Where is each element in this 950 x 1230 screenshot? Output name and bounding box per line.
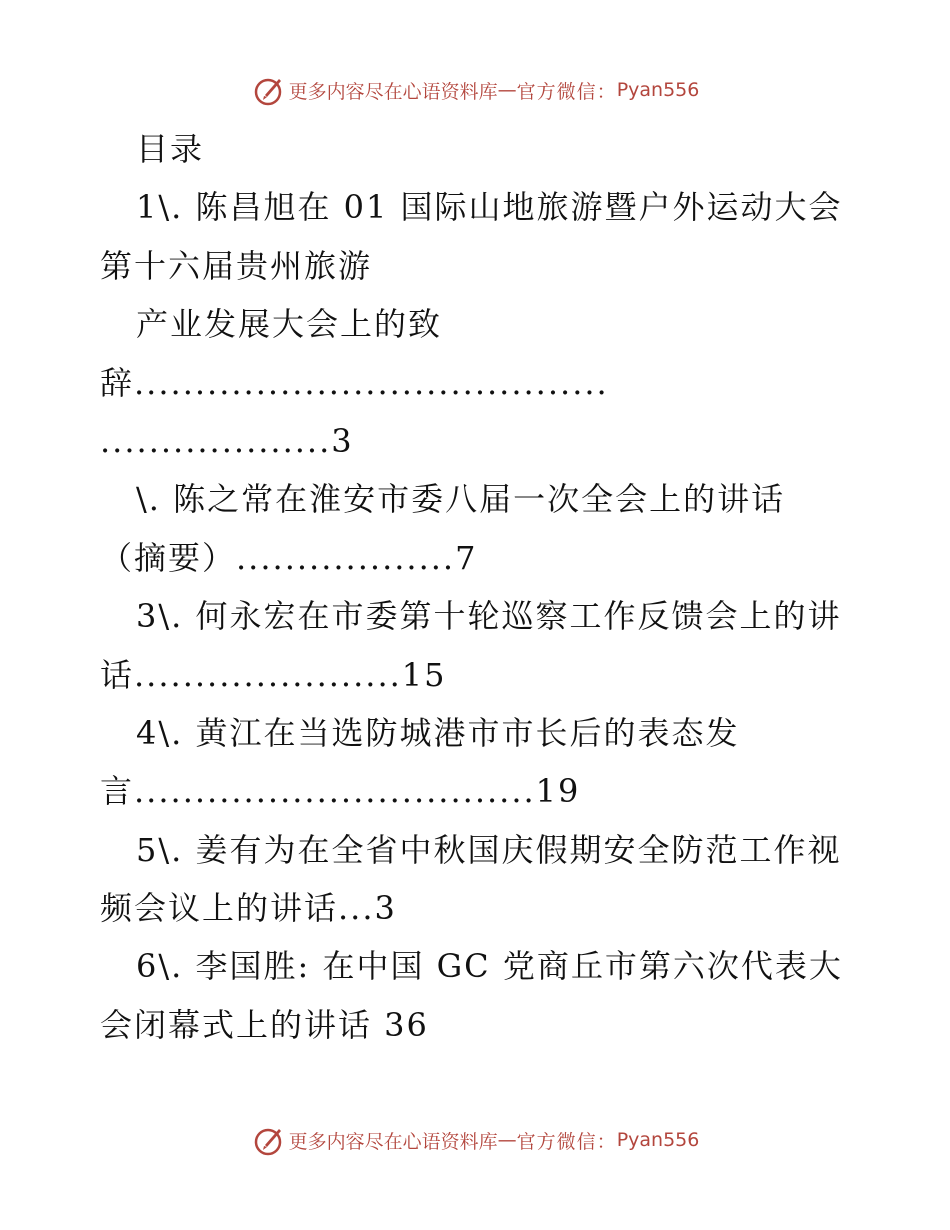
toc-entry-line: 4\. 黄江在当选防城港市市长后的表态发 [136,713,740,752]
toc-entry-line: \. 陈之常在淮安市委八届一次全会上的讲话 [136,480,786,519]
toc-entry-line: （摘要）..................7 [100,538,478,577]
toc-entry-line: 1\. 陈昌旭在 01 国际山地旅游暨户外运动大会 [136,188,843,227]
toc-entry-line: 言.................................19 [100,772,581,811]
banner-separator: — [497,1129,517,1151]
toc-entry-line: 产业发展大会上的致 [136,305,443,344]
banner-wechat-label: 官方微信： [516,80,617,103]
banner-prefix: 更多内容尽在心语资料库 [288,1130,498,1153]
banner-separator: — [497,79,517,101]
banner-wechat-label: 官方微信： [516,1130,617,1153]
toc-entry-line: 3\. 何永宏在市委第十轮巡察工作反馈会上的讲 [136,597,842,636]
toc-entry-line: 辞....................................... [100,363,609,402]
header-banner [0,70,950,110]
toc-entry-line: 第十六届贵州旅游 [100,246,373,285]
toc-entry-line: 5\. 姜有为在全省中秋国庆假期安全防范工作视 [136,830,842,869]
banner-wechat-id: Pyan556 [616,1129,700,1151]
toc-entry-line: 话......................15 [100,655,447,694]
toc-title: 目录 [136,130,205,168]
toc-entry-line: 频会议上的讲话...3 [100,889,397,928]
toc-entry-line: 会闭幕式上的讲话 36 [100,1005,429,1044]
footer-banner [0,1120,950,1160]
table-of-contents [100,120,860,1054]
banner-wechat-id: Pyan556 [616,79,700,101]
toc-entry-line: ...................3 [100,421,354,460]
quill-circle-icon [251,73,285,107]
toc-entry-line: 6\. 李国胜: 在中国 GC 党商丘市第六次代表大 [136,947,843,986]
quill-circle-icon [251,1123,285,1157]
banner-prefix: 更多内容尽在心语资料库 [288,80,498,103]
